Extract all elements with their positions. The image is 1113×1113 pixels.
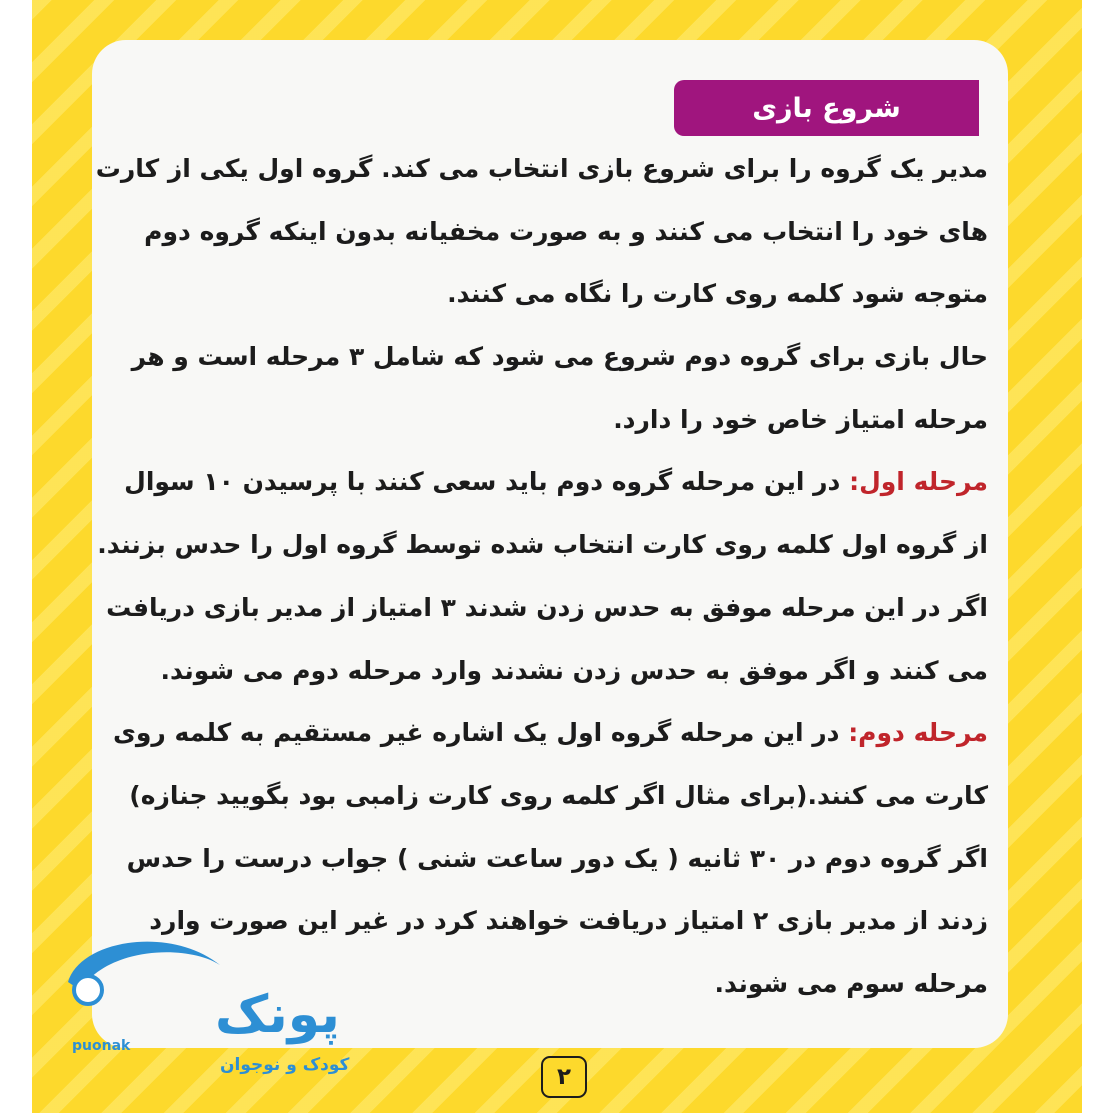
section-heading: شروع بازی <box>752 92 901 124</box>
section-heading-tab <box>674 80 979 136</box>
text-line: متوجه شود کلمه روی کارت را نگاه می کنند. <box>447 279 988 309</box>
text-line: کارت می کنند.(برای مثال اگر کلمه روی کارت زامبی بود بگویید جنازه) <box>129 780 988 810</box>
stage-one-label: مرحله اول: <box>849 467 988 497</box>
text-line: مرحله اول: در این مرحله گروه دوم باید سعی کنند با پرسیدن ۱۰ سوال <box>124 467 988 497</box>
rules-paragraph <box>95 138 988 1016</box>
text-line: زدند از مدیر بازی ۲ امتیاز دریافت خواهند کرد در غیر این صورت وارد <box>149 906 988 936</box>
stage-two-label: مرحله دوم: <box>848 718 988 748</box>
text-line: مدیر یک گروه را برای شروع بازی انتخاب می کند. گروه اول یکی از کارت <box>95 154 988 183</box>
logo-tagline: کودک و نوجوان <box>220 1055 350 1075</box>
text-line: مرحله امتیاز خاص خود را دارد. <box>613 404 988 434</box>
text-line: مرحله سوم می شوند. <box>714 968 988 998</box>
logo-head-icon <box>74 976 102 1004</box>
text-line: حال بازی برای گروه دوم شروع می شود که شامل ۳ مرحله است و هر <box>131 342 988 372</box>
logo-wordmark: پونک <box>215 985 340 1045</box>
text-line: اگر گروه دوم در ۳۰ ثانیه ( یک دور ساعت شنی ) جواب درست را حدس <box>126 843 988 873</box>
text-line: از گروه اول کلمه روی کارت انتخاب شده توسط گروه اول را حدس بزنند. <box>97 530 988 560</box>
logo-latin: puonak <box>72 1038 131 1054</box>
text-line: می کنند و اگر موفق به حدس زدن نشدند وارد مرحله دوم می شوند. <box>160 655 988 685</box>
text-line: های خود را انتخاب می کنند و به صورت مخفیانه بدون اینکه گروه دوم <box>144 216 988 246</box>
puonak-logo <box>50 920 350 1080</box>
page-number: ۲ <box>541 1056 587 1098</box>
text-line: اگر در این مرحله موفق به حدس زدن شدند ۳ امتیاز از مدیر بازی دریافت <box>106 592 988 622</box>
text-line: مرحله دوم: در این مرحله گروه اول یک اشاره غیر مستقیم به کلمه روی <box>112 718 988 748</box>
